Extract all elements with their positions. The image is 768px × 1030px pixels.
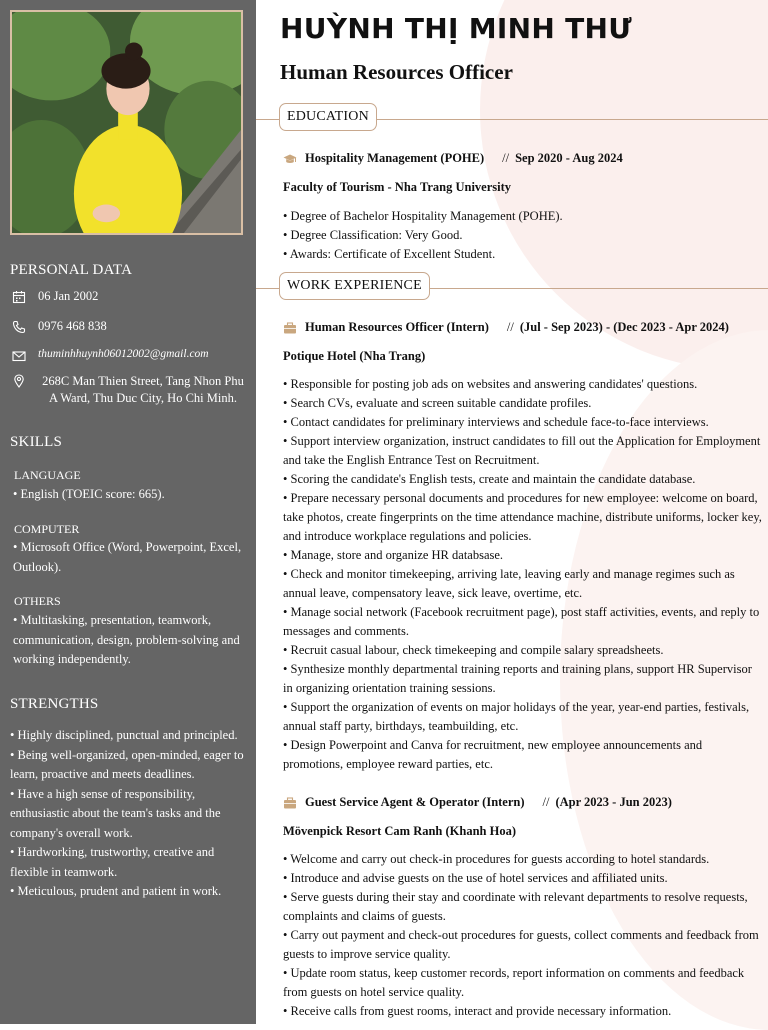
job-1-title: Human Resources Officer (Intern) <box>305 320 489 334</box>
candidate-name: HUỲNH THỊ MINH THƯ <box>280 12 632 45</box>
work-experience-heading: WORK EXPERIENCE <box>279 272 430 300</box>
list-item: • Prepare necessary personal documents and procedures for new employee: welcome on board, take photos, create fingerprints on the time attendance machine, distribute uniforms, locker key, and introduce workplace regulations and policies. <box>283 491 762 543</box>
list-item: • Manage, store and organize HR databsase. <box>283 548 504 562</box>
list-item: • Degree of Bachelor Hospitality Management (POHE). <box>283 209 563 223</box>
sidebar <box>0 0 256 1024</box>
phone-value: 0976 468 838 <box>38 319 107 333</box>
skill-language-text: • English (TOEIC score: 665). <box>13 487 165 501</box>
list-item: • Highly disciplined, punctual and principled. <box>10 728 238 742</box>
education-period: Sep 2020 - Aug 2024 <box>515 151 623 165</box>
list-item: • Check and monitor timekeeping, arriving late, leaving early and manage regimes such as annual leave, compensatory leave, sick leave, overtime, etc. <box>283 567 735 600</box>
job-2-header <box>283 795 672 810</box>
list-item: • Welcome and carry out check-in procedures for guests according to hotel standards. <box>283 852 710 866</box>
education-entry-header <box>283 151 623 166</box>
skill-computer-text: • Microsoft Office (Word, Powerpoint, Excel, Outlook). <box>13 540 242 574</box>
list-item: • Have a high sense of responsibility, enthusiastic about the team's tasks and the company's overall work. <box>10 786 221 840</box>
list-item: • Design Powerpoint and Canva for recruitment, new employee announcements and promotions, employee reward parties, etc. <box>283 738 703 771</box>
list-item: • Awards: Certificate of Excellent Student. <box>283 247 496 261</box>
list-item: • Receive calls from guest rooms, interact and provide necessary information. <box>283 1004 672 1018</box>
graduation-cap-icon <box>283 152 297 166</box>
list-item: • Support the organization of events on major holidays of the year, year-end parties, festivals, annual staff party, birthdays, teambuilding, etc. <box>283 700 750 733</box>
list-item: • Support interview organization, instruct candidates to fill out the Application for Employment and take the English Entrance Test on Recruitment. <box>283 434 761 467</box>
list-item: • Carry out payment and check-out procedures for guests, collect comments and feedback from guests to improve service quality. <box>283 928 759 961</box>
education-bullets <box>283 207 763 264</box>
job-1-period: (Jul - Sep 2023) - (Dec 2023 - Apr 2024) <box>519 320 729 334</box>
location-pin-icon <box>12 374 26 388</box>
separator: // <box>506 320 514 334</box>
briefcase-icon <box>283 321 297 335</box>
skill-others-text: • Multitasking, presentation, teamwork, communication, design, problem-solving and working independently. <box>13 613 240 666</box>
job-1-bullets <box>283 375 763 774</box>
dob-value: 06 Jan 2002 <box>38 289 99 303</box>
list-item: • Manage social network (Facebook recruitment page), post staff activities, events, and reply to messages and comments. <box>283 605 760 638</box>
list-item: • Being well-organized, open-minded, eager to learn, proactive and meets deadlines. <box>10 747 244 781</box>
job-2-title: Guest Service Agent & Operator (Intern) <box>305 795 525 809</box>
calendar-icon <box>12 290 26 304</box>
separator: // <box>502 151 510 165</box>
education-heading: EDUCATION <box>279 103 377 131</box>
skills-heading: SKILLS <box>10 434 63 450</box>
candidate-role: Human Resources Officer <box>280 60 513 84</box>
job-1-header <box>283 320 729 335</box>
profile-photo <box>10 10 243 235</box>
skill-others-title: OTHERS <box>14 594 61 608</box>
skill-computer-title: COMPUTER <box>14 522 80 536</box>
profile-photo-illustration <box>12 12 241 233</box>
personal-data-heading: PERSONAL DATA <box>10 262 133 278</box>
address-row <box>12 373 248 407</box>
separator: // <box>542 795 550 809</box>
list-item: • Contact candidates for preliminary interviews and schedule face-to-face interviews. <box>283 415 709 429</box>
job-1-company: Potique Hotel (Nha Trang) <box>283 349 426 363</box>
job-2-bullets <box>283 850 763 1021</box>
dob-row <box>12 289 98 304</box>
list-item: • Synthesize monthly departmental training reports and training plans, support HR Supervisor in organizing orientation training sessions. <box>283 662 752 695</box>
list-item: • Degree Classification: Very Good. <box>283 228 463 242</box>
email-row <box>12 348 209 363</box>
phone-icon <box>12 320 26 334</box>
list-item: • Hardworking, trustworthy, creative and flexible in teamwork. <box>10 845 215 879</box>
list-item: • Meticulous, prudent and patient in work. <box>10 884 222 898</box>
email-value[interactable]: thuminhhuynh06012002@gmail.com <box>38 348 209 360</box>
briefcase-icon <box>283 796 297 810</box>
main-content <box>256 0 768 1024</box>
phone-row <box>12 319 107 334</box>
address-value: 268C Man Thien Street, Tang Nhon Phu A Ward, Thu Duc City, Ho Chi Minh. <box>42 374 244 405</box>
list-item: • Serve guests during their stay and coordinate with relevant departments to resolve requests, complaints and claims of guests. <box>283 890 748 923</box>
strengths-heading: STRENGTHS <box>10 696 99 712</box>
job-2-period: (Apr 2023 - Jun 2023) <box>555 795 672 809</box>
list-item: • Search CVs, evaluate and screen suitable candidate profiles. <box>283 396 592 410</box>
job-2-company: Mövenpick Resort Cam Ranh (Khanh Hoa) <box>283 824 516 838</box>
list-item: • Scoring the candidate's English tests, create and maintain the candidate database. <box>283 472 696 486</box>
skill-language-title: LANGUAGE <box>14 468 81 482</box>
list-item: • Update room status, keep customer records, report information on comments and feedback from guests on hotel service quality. <box>283 966 745 999</box>
education-school: Faculty of Tourism - Nha Trang University <box>283 180 512 194</box>
list-item: • Recruit casual labour, check timekeeping and compile salary spreadsheets. <box>283 643 664 657</box>
strengths-list <box>10 726 246 902</box>
list-item: • Introduce and advise guests on the use of hotel services and affiliated units. <box>283 871 668 885</box>
education-program: Hospitality Management (POHE) <box>305 151 485 165</box>
envelope-icon <box>12 349 26 363</box>
list-item: • Responsible for posting job ads on websites and answering candidates' questions. <box>283 377 698 391</box>
